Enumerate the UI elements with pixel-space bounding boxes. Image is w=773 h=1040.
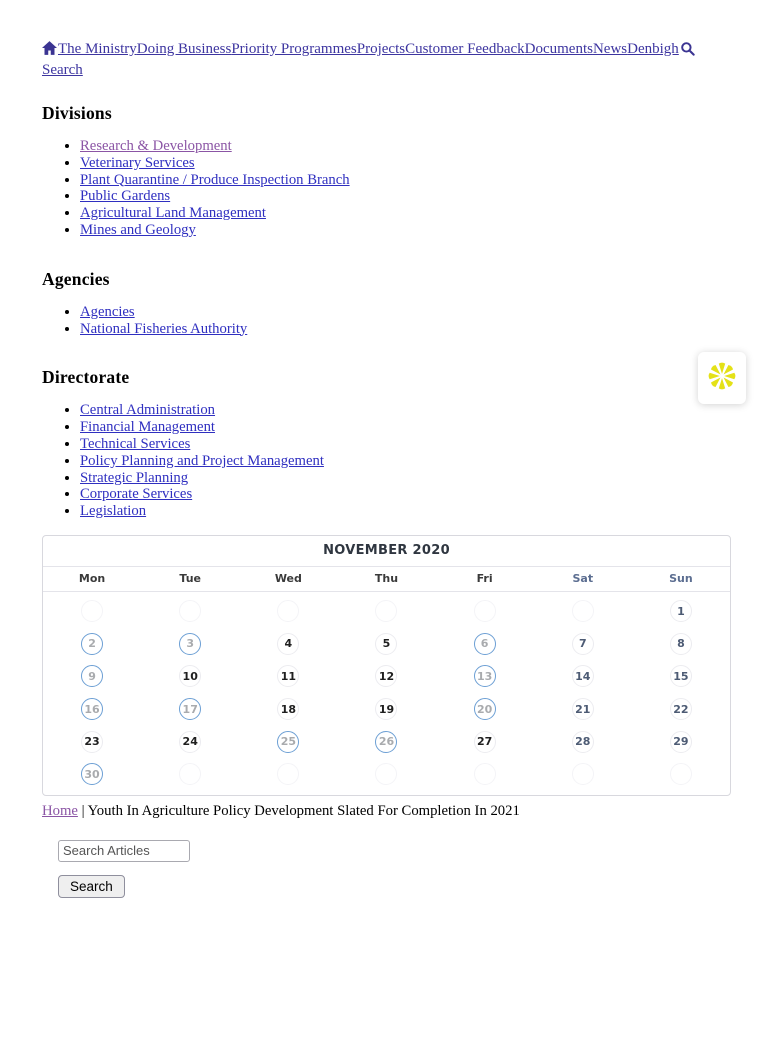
calendar-cell: [632, 725, 730, 758]
list-item: [80, 155, 773, 172]
calendar-week-row: [43, 595, 730, 628]
calendar-event-day-17[interactable]: 17: [179, 698, 201, 720]
calendar-day-21[interactable]: 21: [572, 698, 594, 720]
weekday-label-wed: Wed: [274, 572, 302, 586]
calendar-grid: [43, 592, 730, 795]
link-national-fisheries-authority[interactable]: National Fisheries Authority: [80, 320, 248, 337]
calendar-empty-day: [277, 763, 299, 785]
calendar-cell: [632, 693, 730, 726]
section-heading-agencies: Agencies: [42, 268, 110, 289]
calendar-event-day-30[interactable]: 30: [81, 763, 103, 785]
calendar-day-29[interactable]: 29: [670, 731, 692, 753]
list-item: [80, 470, 773, 487]
calendar-day-7[interactable]: 7: [572, 633, 594, 655]
weekday-label-sun: Sun: [669, 572, 693, 586]
events-calendar: [42, 535, 731, 796]
nav-link-priority-programmes[interactable]: Priority Programmes: [231, 41, 357, 57]
search-articles-input[interactable]: [58, 840, 190, 862]
calendar-cell: [337, 660, 435, 693]
calendar-day-10[interactable]: 10: [179, 665, 201, 687]
calendar-cell: [43, 725, 141, 758]
calendar-cell: [436, 628, 534, 661]
page: [0, 40, 773, 1040]
nav-link-projects[interactable]: Projects: [356, 41, 406, 57]
calendar-cell: [141, 595, 239, 628]
list-item: [80, 486, 773, 503]
calendar-cell: [534, 628, 632, 661]
link-corporate-services[interactable]: Corporate Services: [80, 486, 193, 503]
calendar-event-day-16[interactable]: 16: [81, 698, 103, 720]
calendar-cell: [239, 725, 337, 758]
list-item: [80, 402, 773, 419]
link-plant-quarantine-produce-inspection-branch[interactable]: Plant Quarantine / Produce Inspection Branch: [80, 171, 350, 188]
section-list-divisions: [0, 138, 773, 239]
calendar-cell: [239, 660, 337, 693]
list-item: [80, 503, 773, 520]
link-policy-planning-and-project-management[interactable]: Policy Planning and Project Management: [80, 452, 324, 469]
calendar-week-row: [43, 725, 730, 758]
list-item: [80, 188, 773, 205]
search-icon[interactable]: [680, 41, 695, 61]
calendar-day-14[interactable]: 14: [572, 665, 594, 687]
link-veterinary-services[interactable]: Veterinary Services: [80, 154, 195, 171]
calendar-cell: [436, 660, 534, 693]
calendar-cell: [337, 758, 435, 791]
breadcrumb: [42, 802, 773, 821]
calendar-event-day-9[interactable]: 9: [81, 665, 103, 687]
breadcrumb-home-link[interactable]: Home: [42, 802, 78, 819]
calendar-day-23[interactable]: 23: [81, 731, 103, 753]
breadcrumb-separator: |: [81, 802, 85, 819]
calendar-event-day-2[interactable]: 2: [81, 633, 103, 655]
article-search-area: [58, 840, 773, 862]
calendar-cell: [141, 758, 239, 791]
weekday-label-tue: Tue: [179, 572, 201, 586]
calendar-empty-day: [375, 763, 397, 785]
calendar-weekday-header: [43, 567, 730, 592]
calendar-cell: [436, 758, 534, 791]
calendar-cell: [239, 595, 337, 628]
calendar-day-18[interactable]: 18: [277, 698, 299, 720]
section-list-agencies: [0, 304, 773, 338]
calendar-cell: [436, 693, 534, 726]
calendar-cell: [43, 595, 141, 628]
calendar-cell: [141, 725, 239, 758]
calendar-day-28[interactable]: 28: [572, 731, 594, 753]
calendar-cell: [632, 628, 730, 661]
section-heading-directorate: Directorate: [42, 367, 130, 388]
calendar-cell: [43, 758, 141, 791]
home-icon[interactable]: [42, 41, 57, 60]
nav-link-the-ministry[interactable]: The Ministry: [58, 41, 137, 57]
calendar-event-day-20[interactable]: 20: [474, 698, 496, 720]
calendar-cell: [337, 693, 435, 726]
nav-link-doing-business[interactable]: Doing Business: [136, 41, 232, 57]
link-mines-and-geology[interactable]: Mines and Geology: [80, 221, 196, 238]
link-legislation[interactable]: Legislation: [80, 503, 147, 520]
calendar-empty-day: [670, 763, 692, 785]
calendar-cell: [239, 628, 337, 661]
calendar-empty-day: [81, 600, 103, 622]
calendar-cell: [43, 660, 141, 693]
calendar-event-day-3[interactable]: 3: [179, 633, 201, 655]
calendar-cell: [534, 725, 632, 758]
calendar-day-19[interactable]: 19: [375, 698, 397, 720]
list-item: [80, 222, 773, 239]
calendar-empty-day: [277, 600, 299, 622]
nav-link-customer-feedback[interactable]: Customer Feedback: [405, 41, 525, 57]
calendar-week-row: [43, 758, 730, 791]
calendar-cell: [337, 725, 435, 758]
calendar-cell: [239, 693, 337, 726]
calendar-cell: [436, 595, 534, 628]
accessibility-widget-button[interactable]: [698, 352, 746, 404]
calendar-empty-day: [179, 763, 201, 785]
calendar-cell: [43, 628, 141, 661]
calendar-event-day-25[interactable]: 25: [277, 731, 299, 753]
calendar-week-row: [43, 693, 730, 726]
calendar-day-5[interactable]: 5: [375, 633, 397, 655]
calendar-cell: [239, 758, 337, 791]
list-item: [80, 419, 773, 436]
calendar-empty-day: [474, 763, 496, 785]
calendar-cell: [337, 595, 435, 628]
list-item: [80, 321, 773, 338]
list-item: [80, 138, 773, 155]
section-list-directorate: [0, 402, 773, 520]
calendar-day-1[interactable]: 1: [670, 600, 692, 622]
calendar-empty-day: [572, 600, 594, 622]
calendar-cell: [141, 628, 239, 661]
link-agricultural-land-management[interactable]: Agricultural Land Management: [80, 205, 266, 222]
calendar-week-row: [43, 660, 730, 693]
calendar-event-day-26[interactable]: 26: [375, 731, 397, 753]
calendar-empty-day: [572, 763, 594, 785]
link-central-administration[interactable]: Central Administration: [80, 402, 216, 419]
calendar-cell: [534, 693, 632, 726]
list-item: [80, 436, 773, 453]
calendar-day-22[interactable]: 22: [670, 698, 692, 720]
link-financial-management[interactable]: Financial Management: [80, 419, 215, 436]
calendar-cell: [632, 660, 730, 693]
calendar-cell: [534, 758, 632, 791]
calendar-cell: [534, 595, 632, 628]
calendar-cell: [337, 628, 435, 661]
nav-link-news[interactable]: News: [592, 41, 628, 57]
calendar-cell: [534, 660, 632, 693]
calendar-month-title: NOVEMBER 2020: [43, 536, 730, 567]
list-item: [80, 304, 773, 321]
link-sections: [0, 103, 773, 520]
calendar-day-11[interactable]: 11: [277, 665, 299, 687]
calendar-day-27[interactable]: 27: [474, 731, 496, 753]
calendar-cell: [43, 693, 141, 726]
calendar-event-day-6[interactable]: 6: [474, 633, 496, 655]
calendar-day-24[interactable]: 24: [179, 731, 201, 753]
calendar-empty-day: [179, 600, 201, 622]
link-strategic-planning[interactable]: Strategic Planning: [80, 469, 189, 486]
nav-link-documents[interactable]: Documents: [524, 41, 593, 57]
list-item: [80, 172, 773, 189]
calendar-event-day-13[interactable]: 13: [474, 665, 496, 687]
link-technical-services[interactable]: Technical Services: [80, 435, 191, 452]
nav-link-denbigh[interactable]: Denbigh: [627, 41, 679, 57]
weekday-label-sat: Sat: [572, 572, 594, 586]
link-public-gardens[interactable]: Public Gardens: [80, 188, 171, 205]
search-articles-button[interactable]: Search: [58, 875, 125, 898]
calendar-cell: [632, 758, 730, 791]
calendar-cell: [436, 725, 534, 758]
calendar-cell: [141, 660, 239, 693]
list-item: [80, 453, 773, 470]
calendar-cell: [141, 693, 239, 726]
weekday-label-thu: Thu: [374, 572, 399, 586]
nav-search-link[interactable]: Search: [42, 62, 83, 78]
calendar-cell: [632, 595, 730, 628]
weekday-label-fri: Fri: [476, 572, 493, 586]
calendar-week-row: [43, 628, 730, 661]
section-heading-divisions: Divisions: [42, 103, 112, 123]
list-item: [80, 205, 773, 222]
link-research-development[interactable]: Research & Development: [80, 138, 232, 154]
calendar-day-12[interactable]: 12: [375, 665, 397, 687]
calendar-empty-day: [474, 600, 496, 622]
link-agencies[interactable]: Agencies: [80, 303, 135, 320]
calendar-day-4[interactable]: 4: [277, 633, 299, 655]
yellow-asterisk-icon: [707, 361, 737, 396]
calendar-empty-day: [375, 600, 397, 622]
breadcrumb-page-title: Youth In Agriculture Policy Development Slated For Completion In 2021: [87, 802, 520, 819]
calendar-day-15[interactable]: 15: [670, 665, 692, 687]
weekday-label-mon: Mon: [78, 572, 106, 586]
top-navigation: [42, 40, 731, 79]
calendar-day-8[interactable]: 8: [670, 633, 692, 655]
